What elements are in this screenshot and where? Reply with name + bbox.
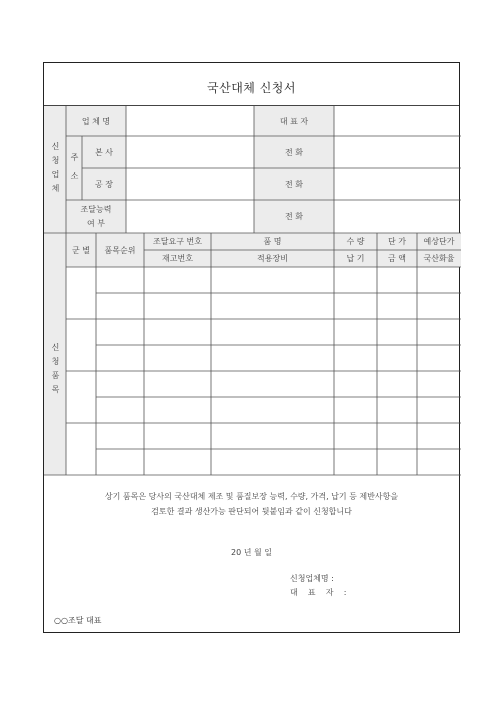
header-unit-price: 단 가 [388, 237, 406, 246]
header-quantity: 수 량 [346, 237, 365, 246]
factory-phone-label: 전 화 [285, 179, 303, 189]
signature-company-label: 신청업체명 : [290, 574, 334, 583]
applicant-section-label: 신청업체 [51, 141, 60, 198]
statement-line-2: 검토한 결과 생산가능 판단되어 뒷붙임과 같이 신청합니다 [151, 507, 352, 516]
signature-representative-label: 대 표 자 : [290, 588, 347, 597]
header-item-order: 품목순위 [104, 245, 136, 255]
head-office-label: 본 사 [95, 147, 113, 157]
header-group: 군 별 [72, 245, 90, 255]
items-section-label: 신청품목 [51, 343, 60, 399]
capability-label-line1: 조달능력 [80, 204, 112, 214]
header-stock-no: 재고번호 [162, 254, 193, 263]
date-line: 20 년 월 일 [231, 548, 272, 557]
statement-line-1: 상기 품목은 당사의 국산대체 제조 및 품질보장 능력, 수량, 가격, 납기 등 제반사항을 [104, 492, 399, 501]
form-title: 국산대체 신청서 [207, 81, 296, 95]
company-name-label: 업 체 명 [81, 116, 111, 126]
company-name-field[interactable] [126, 106, 254, 136]
head-office-phone-field[interactable] [334, 136, 461, 168]
representative-field[interactable] [334, 106, 461, 136]
header-item-name: 품 명 [263, 237, 282, 246]
header-procurement-request-no: 조달요구 번호 [153, 237, 202, 246]
capability-phone-field[interactable] [334, 200, 461, 233]
head-office-phone-label: 전 화 [285, 147, 303, 157]
address-label: 주 소 [70, 152, 79, 184]
capability-field[interactable] [126, 200, 254, 233]
representative-label: 대 표 자 [279, 116, 309, 126]
header-applied-equipment: 적용장비 [257, 254, 288, 263]
header-delivery-period: 납 기 [346, 254, 365, 263]
header-amount: 금 액 [388, 254, 406, 263]
factory-label: 공 장 [95, 179, 113, 189]
capability-label-line2: 여 부 [87, 218, 105, 228]
capability-phone-label: 전 화 [285, 212, 303, 221]
header-expected-unit-price: 예상단가 [423, 237, 455, 246]
header-localization-rate: 국산화율 [423, 254, 455, 263]
recipient-line: ○○조달 대표 [54, 616, 102, 625]
head-office-address-field[interactable] [126, 136, 254, 168]
factory-address-field[interactable] [126, 168, 254, 200]
items-table-body[interactable] [66, 267, 461, 475]
application-form [43, 62, 460, 633]
factory-phone-field[interactable] [334, 168, 461, 200]
